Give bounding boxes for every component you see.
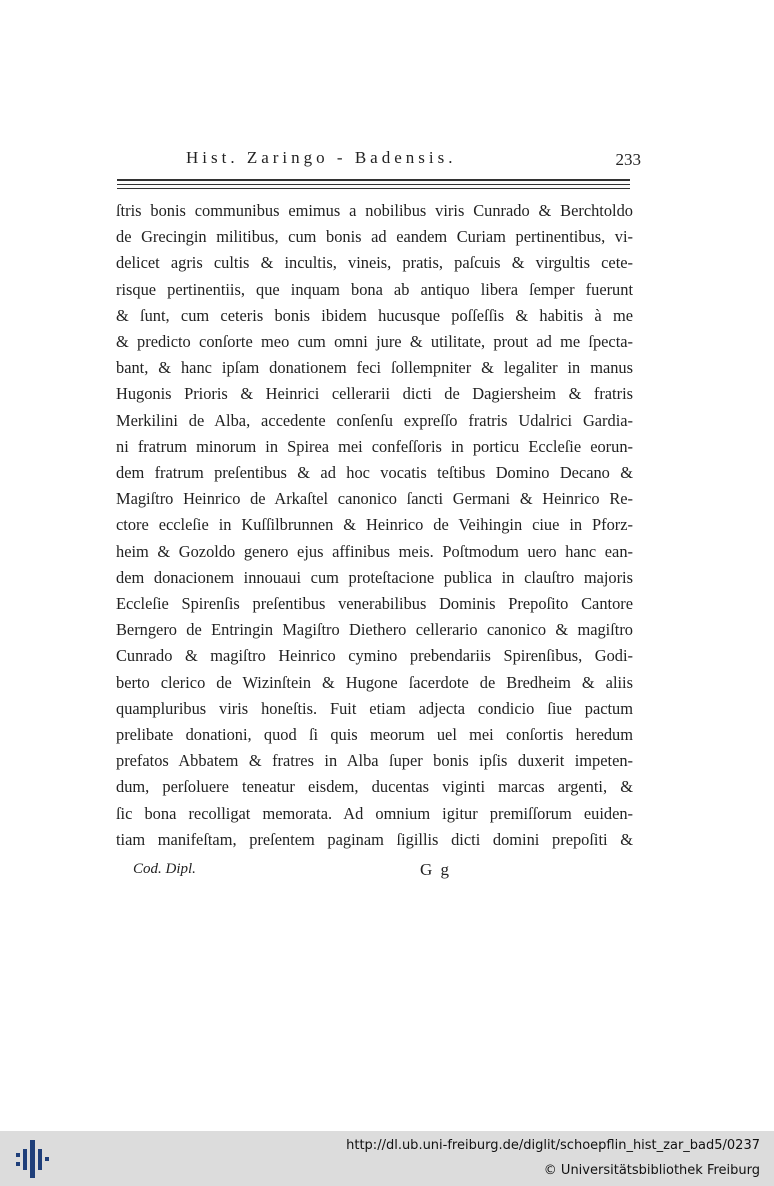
viewer-bottom-bar [0, 1131, 774, 1186]
text-line: delicet agris cultis & incultis, vineis, pratis, paſcuis & virgultis cete- [116, 253, 633, 273]
text-line: Cunrado & magiſtro Heinrico cymino prebendariis Spirenſibus, Godi- [116, 646, 633, 666]
text-line: ſtris bonis communibus emimus a nobilibus viris Cunrado & Berchtoldo [116, 201, 633, 220]
text-line: Merkilini de Alba, accedente conſenſu expreſſo fratris Udalrici Gardia- [116, 410, 633, 430]
text-line: bant, & hanc ipſam donationem feci ſollempniter & legaliter in manus [116, 358, 633, 378]
text-line: ni fratrum minorum in Spirea mei confeſſoris in porticu Eccleſie eorun- [116, 436, 633, 456]
text-line: Magiſtro Heinrico de Arkaſtel canonico ſancti Germani & Heinrico Re- [116, 489, 633, 509]
text-line: Eccleſie Spirenſis preſentibus venerabilibus Dominis Prepoſito Cantore [116, 594, 633, 614]
text-line: dem donacionem innouaui cum proteſtacione publica in clauſtro majoris [116, 567, 633, 587]
ub-freiburg-logo-icon [12, 1140, 50, 1178]
catchword: G g [420, 860, 452, 879]
text-line: ctore eccleſie in Kuſſilbrunnen & Heinrico de Veihingin ciue in Pforz- [116, 515, 633, 535]
header-rule [117, 184, 630, 185]
copyright-notice: © Universitätsbibliothek Freiburg [543, 1163, 760, 1178]
text-line: tiam manifeſtam, preſentem paginam ſigillis dicti domini prepoſiti & [116, 829, 633, 849]
text-line: berto clerico de Wizinſtein & Hugone ſacerdote de Bredheim & aliis [116, 672, 633, 692]
text-line: prefatos Abbatem & fratres in Alba ſuper bonis ipſis duxerit impeten- [116, 751, 633, 771]
page-footer [116, 860, 633, 884]
text-line: Berngero de Entringin Magiſtro Diethero cellerario canonico & magiſtro [116, 620, 633, 640]
text-line: ſic bona recolligat memorata. Ad omnium igitur premiſſorum euiden- [116, 803, 633, 823]
body-text [116, 198, 633, 853]
text-line: dum, perſoluere teneatur eisdem, ducentas viginti marcas argenti, & [116, 777, 633, 797]
text-line: quampluribus viris honeſtis. Fuit etiam adjecta condicio ſiue pactum [116, 698, 633, 718]
text-line: Hugonis Prioris & Heinrici cellerarii dicti de Dagiersheim & fratris [116, 384, 633, 404]
text-line: dem fratrum preſentibus & ad hoc vocatis teſtibus Domino Decano & [116, 463, 633, 483]
text-line: & predicto conſorte meo cum omni jure & utilitate, prout ad me ſpecta- [116, 332, 633, 352]
page-number: 233 [615, 150, 641, 169]
header-rule [117, 188, 630, 189]
text-line: risque pertinentiis, que inquam bona ab antiquo libera ſemper fuerunt [116, 279, 633, 299]
document-url-link[interactable]: http://dl.ub.uni-freiburg.de/diglit/schoepflin_hist_zar_bad5/0237 [346, 1138, 760, 1153]
page-header [186, 148, 641, 172]
header-rule [117, 179, 630, 181]
signature-mark: Cod. Dipl. [133, 861, 196, 877]
running-title: Hist. Zaringo - Badensis. [186, 148, 457, 167]
text-line: de Grecingin militibus, cum bonis ad eandem Curiam pertinentibus, vi- [116, 227, 633, 247]
text-line: heim & Gozoldo genero ejus affinibus meis. Poſtmodum uero hanc ean- [116, 541, 633, 561]
text-line: prelibate donationi, quod ſi quis meorum uel mei conſortis heredum [116, 725, 633, 745]
text-line: & ſunt, cum ceteris bonis ibidem hucusque poſſeſſis & habitis à me [116, 305, 633, 325]
